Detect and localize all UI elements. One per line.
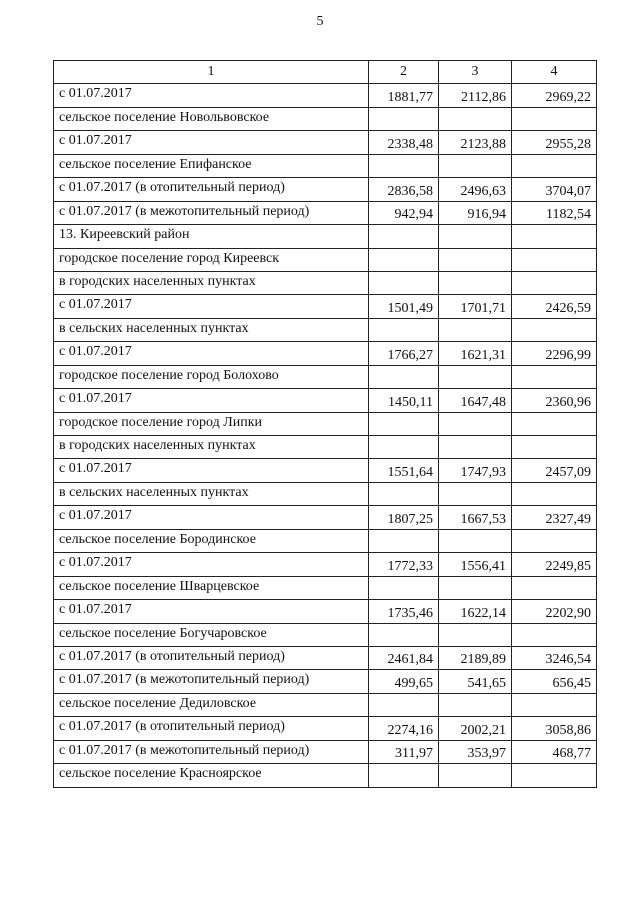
value-cell-col2: 1772,33 <box>369 553 439 576</box>
value-cell-col2: 2338,48 <box>369 131 439 154</box>
value-cell-col2: 1766,27 <box>369 342 439 365</box>
value-cell-col4 <box>512 576 597 599</box>
value-cell-col3 <box>439 764 512 787</box>
table-row <box>54 693 597 716</box>
value-cell-col2: 1735,46 <box>369 600 439 623</box>
value-cell-col4: 656,45 <box>512 670 597 693</box>
row-label-cell: в городских населенных пунктах <box>54 271 369 294</box>
table-row <box>54 412 597 435</box>
value-cell-col3 <box>439 154 512 177</box>
row-label-cell: с 01.07.2017 <box>54 459 369 482</box>
column-header-1: 1 <box>54 61 369 84</box>
value-cell-col3: 2496,63 <box>439 178 512 201</box>
row-label-cell: сельское поселение Епифанское <box>54 154 369 177</box>
value-cell-col4 <box>512 365 597 388</box>
value-cell-col3 <box>439 436 512 459</box>
value-cell-col2 <box>369 107 439 130</box>
row-label-cell: в сельских населенных пунктах <box>54 482 369 505</box>
value-cell-col4: 2955,28 <box>512 131 597 154</box>
value-cell-col2 <box>369 225 439 248</box>
row-label-cell: сельское поселение Богучаровское <box>54 623 369 646</box>
table-row <box>54 670 597 693</box>
value-cell-col3: 1701,71 <box>439 295 512 318</box>
value-cell-col3 <box>439 576 512 599</box>
table-row <box>54 248 597 271</box>
value-cell-col2 <box>369 764 439 787</box>
value-cell-col2 <box>369 318 439 341</box>
value-cell-col3: 541,65 <box>439 670 512 693</box>
table-body <box>54 84 597 787</box>
table-row <box>54 225 597 248</box>
value-cell-col4 <box>512 271 597 294</box>
value-cell-col4 <box>512 623 597 646</box>
table-row <box>54 201 597 224</box>
row-label-cell: с 01.07.2017 (в отопительный период) <box>54 646 369 669</box>
row-label-cell: городское поселение город Липки <box>54 412 369 435</box>
tariff-table <box>53 60 597 788</box>
value-cell-col4 <box>512 412 597 435</box>
table-row <box>54 295 597 318</box>
value-cell-col4: 3058,86 <box>512 717 597 740</box>
row-label-cell: городское поселение город Болохово <box>54 365 369 388</box>
value-cell-col3: 916,94 <box>439 201 512 224</box>
value-cell-col4: 2457,09 <box>512 459 597 482</box>
value-cell-col4 <box>512 529 597 552</box>
value-cell-col3: 2002,21 <box>439 717 512 740</box>
value-cell-col3: 1621,31 <box>439 342 512 365</box>
value-cell-col2 <box>369 248 439 271</box>
table-row <box>54 459 597 482</box>
table-row <box>54 107 597 130</box>
value-cell-col3: 1667,53 <box>439 506 512 529</box>
row-label-cell: сельское поселение Красноярское <box>54 764 369 787</box>
value-cell-col4: 2426,59 <box>512 295 597 318</box>
value-cell-col2: 1501,49 <box>369 295 439 318</box>
row-label-cell: в сельских населенных пунктах <box>54 318 369 341</box>
column-header-3: 3 <box>439 61 512 84</box>
value-cell-col3: 1622,14 <box>439 600 512 623</box>
table-row <box>54 646 597 669</box>
value-cell-col2 <box>369 482 439 505</box>
value-cell-col4: 1182,54 <box>512 201 597 224</box>
row-label-cell: городское поселение город Киреевск <box>54 248 369 271</box>
value-cell-col4 <box>512 318 597 341</box>
value-cell-col4: 2327,49 <box>512 506 597 529</box>
value-cell-col2: 2461,84 <box>369 646 439 669</box>
table-row <box>54 740 597 763</box>
row-label-cell: с 01.07.2017 <box>54 506 369 529</box>
row-label-cell: с 01.07.2017 <box>54 600 369 623</box>
table-row <box>54 365 597 388</box>
value-cell-col2 <box>369 529 439 552</box>
value-cell-col2 <box>369 576 439 599</box>
value-cell-col4: 2202,90 <box>512 600 597 623</box>
table-row <box>54 131 597 154</box>
value-cell-col2 <box>369 623 439 646</box>
value-cell-col2 <box>369 271 439 294</box>
value-cell-col4: 2296,99 <box>512 342 597 365</box>
value-cell-col3 <box>439 365 512 388</box>
value-cell-col2: 1551,64 <box>369 459 439 482</box>
value-cell-col2 <box>369 154 439 177</box>
table-row <box>54 482 597 505</box>
table-row <box>54 623 597 646</box>
value-cell-col2: 942,94 <box>369 201 439 224</box>
value-cell-col4 <box>512 225 597 248</box>
value-cell-col4: 468,77 <box>512 740 597 763</box>
row-label-cell: с 01.07.2017 (в отопительный период) <box>54 178 369 201</box>
table-row <box>54 178 597 201</box>
value-cell-col3 <box>439 225 512 248</box>
table-row <box>54 506 597 529</box>
table-row <box>54 389 597 412</box>
table-row <box>54 553 597 576</box>
table-row <box>54 764 597 787</box>
value-cell-col3: 1556,41 <box>439 553 512 576</box>
row-label-cell: сельское поселение Новольвовское <box>54 107 369 130</box>
value-cell-col4 <box>512 436 597 459</box>
value-cell-col3: 2112,86 <box>439 84 512 107</box>
value-cell-col4 <box>512 764 597 787</box>
value-cell-col4: 2249,85 <box>512 553 597 576</box>
value-cell-col4 <box>512 248 597 271</box>
table-header-row <box>54 61 597 84</box>
row-label-cell: с 01.07.2017 <box>54 295 369 318</box>
value-cell-col2 <box>369 365 439 388</box>
value-cell-col4: 2360,96 <box>512 389 597 412</box>
table-row <box>54 318 597 341</box>
value-cell-col3: 2123,88 <box>439 131 512 154</box>
value-cell-col3 <box>439 412 512 435</box>
table-row <box>54 576 597 599</box>
value-cell-col3 <box>439 107 512 130</box>
table-row <box>54 600 597 623</box>
table-row <box>54 717 597 740</box>
value-cell-col2 <box>369 693 439 716</box>
value-cell-col3 <box>439 248 512 271</box>
value-cell-col2: 1807,25 <box>369 506 439 529</box>
table-row <box>54 529 597 552</box>
value-cell-col3 <box>439 623 512 646</box>
table-row <box>54 271 597 294</box>
value-cell-col3 <box>439 529 512 552</box>
column-header-4: 4 <box>512 61 597 84</box>
column-header-2: 2 <box>369 61 439 84</box>
row-label-cell: с 01.07.2017 (в отопительный период) <box>54 717 369 740</box>
value-cell-col4: 3246,54 <box>512 646 597 669</box>
value-cell-col2: 499,65 <box>369 670 439 693</box>
value-cell-col2: 1450,11 <box>369 389 439 412</box>
value-cell-col4 <box>512 482 597 505</box>
page-number: 5 <box>316 14 324 29</box>
value-cell-col3 <box>439 271 512 294</box>
value-cell-col3: 1647,48 <box>439 389 512 412</box>
row-label-cell: сельское поселение Бородинское <box>54 529 369 552</box>
value-cell-col3: 353,97 <box>439 740 512 763</box>
row-label-cell: с 01.07.2017 <box>54 342 369 365</box>
value-cell-col4 <box>512 154 597 177</box>
value-cell-col4 <box>512 693 597 716</box>
table-row <box>54 342 597 365</box>
value-cell-col4: 3704,07 <box>512 178 597 201</box>
row-label-cell: с 01.07.2017 <box>54 389 369 412</box>
value-cell-col3: 1747,93 <box>439 459 512 482</box>
row-label-cell: с 01.07.2017 <box>54 131 369 154</box>
row-label-cell: с 01.07.2017 <box>54 84 369 107</box>
value-cell-col3 <box>439 318 512 341</box>
value-cell-col2: 1881,77 <box>369 84 439 107</box>
row-label-cell: с 01.07.2017 <box>54 553 369 576</box>
row-label-cell: сельское поселение Дедиловское <box>54 693 369 716</box>
row-label-cell: с 01.07.2017 (в межотопительный период) <box>54 670 369 693</box>
value-cell-col3 <box>439 693 512 716</box>
value-cell-col2: 2836,58 <box>369 178 439 201</box>
value-cell-col2 <box>369 412 439 435</box>
value-cell-col2: 311,97 <box>369 740 439 763</box>
row-label-cell: 13. Киреевский район <box>54 225 369 248</box>
table-row <box>54 84 597 107</box>
value-cell-col2 <box>369 436 439 459</box>
row-label-cell: с 01.07.2017 (в межотопительный период) <box>54 740 369 763</box>
table-row <box>54 154 597 177</box>
value-cell-col3: 2189,89 <box>439 646 512 669</box>
row-label-cell: сельское поселение Шварцевское <box>54 576 369 599</box>
value-cell-col4: 2969,22 <box>512 84 597 107</box>
value-cell-col4 <box>512 107 597 130</box>
value-cell-col3 <box>439 482 512 505</box>
row-label-cell: в городских населенных пунктах <box>54 436 369 459</box>
table-row <box>54 436 597 459</box>
row-label-cell: с 01.07.2017 (в межотопительный период) <box>54 201 369 224</box>
value-cell-col2: 2274,16 <box>369 717 439 740</box>
